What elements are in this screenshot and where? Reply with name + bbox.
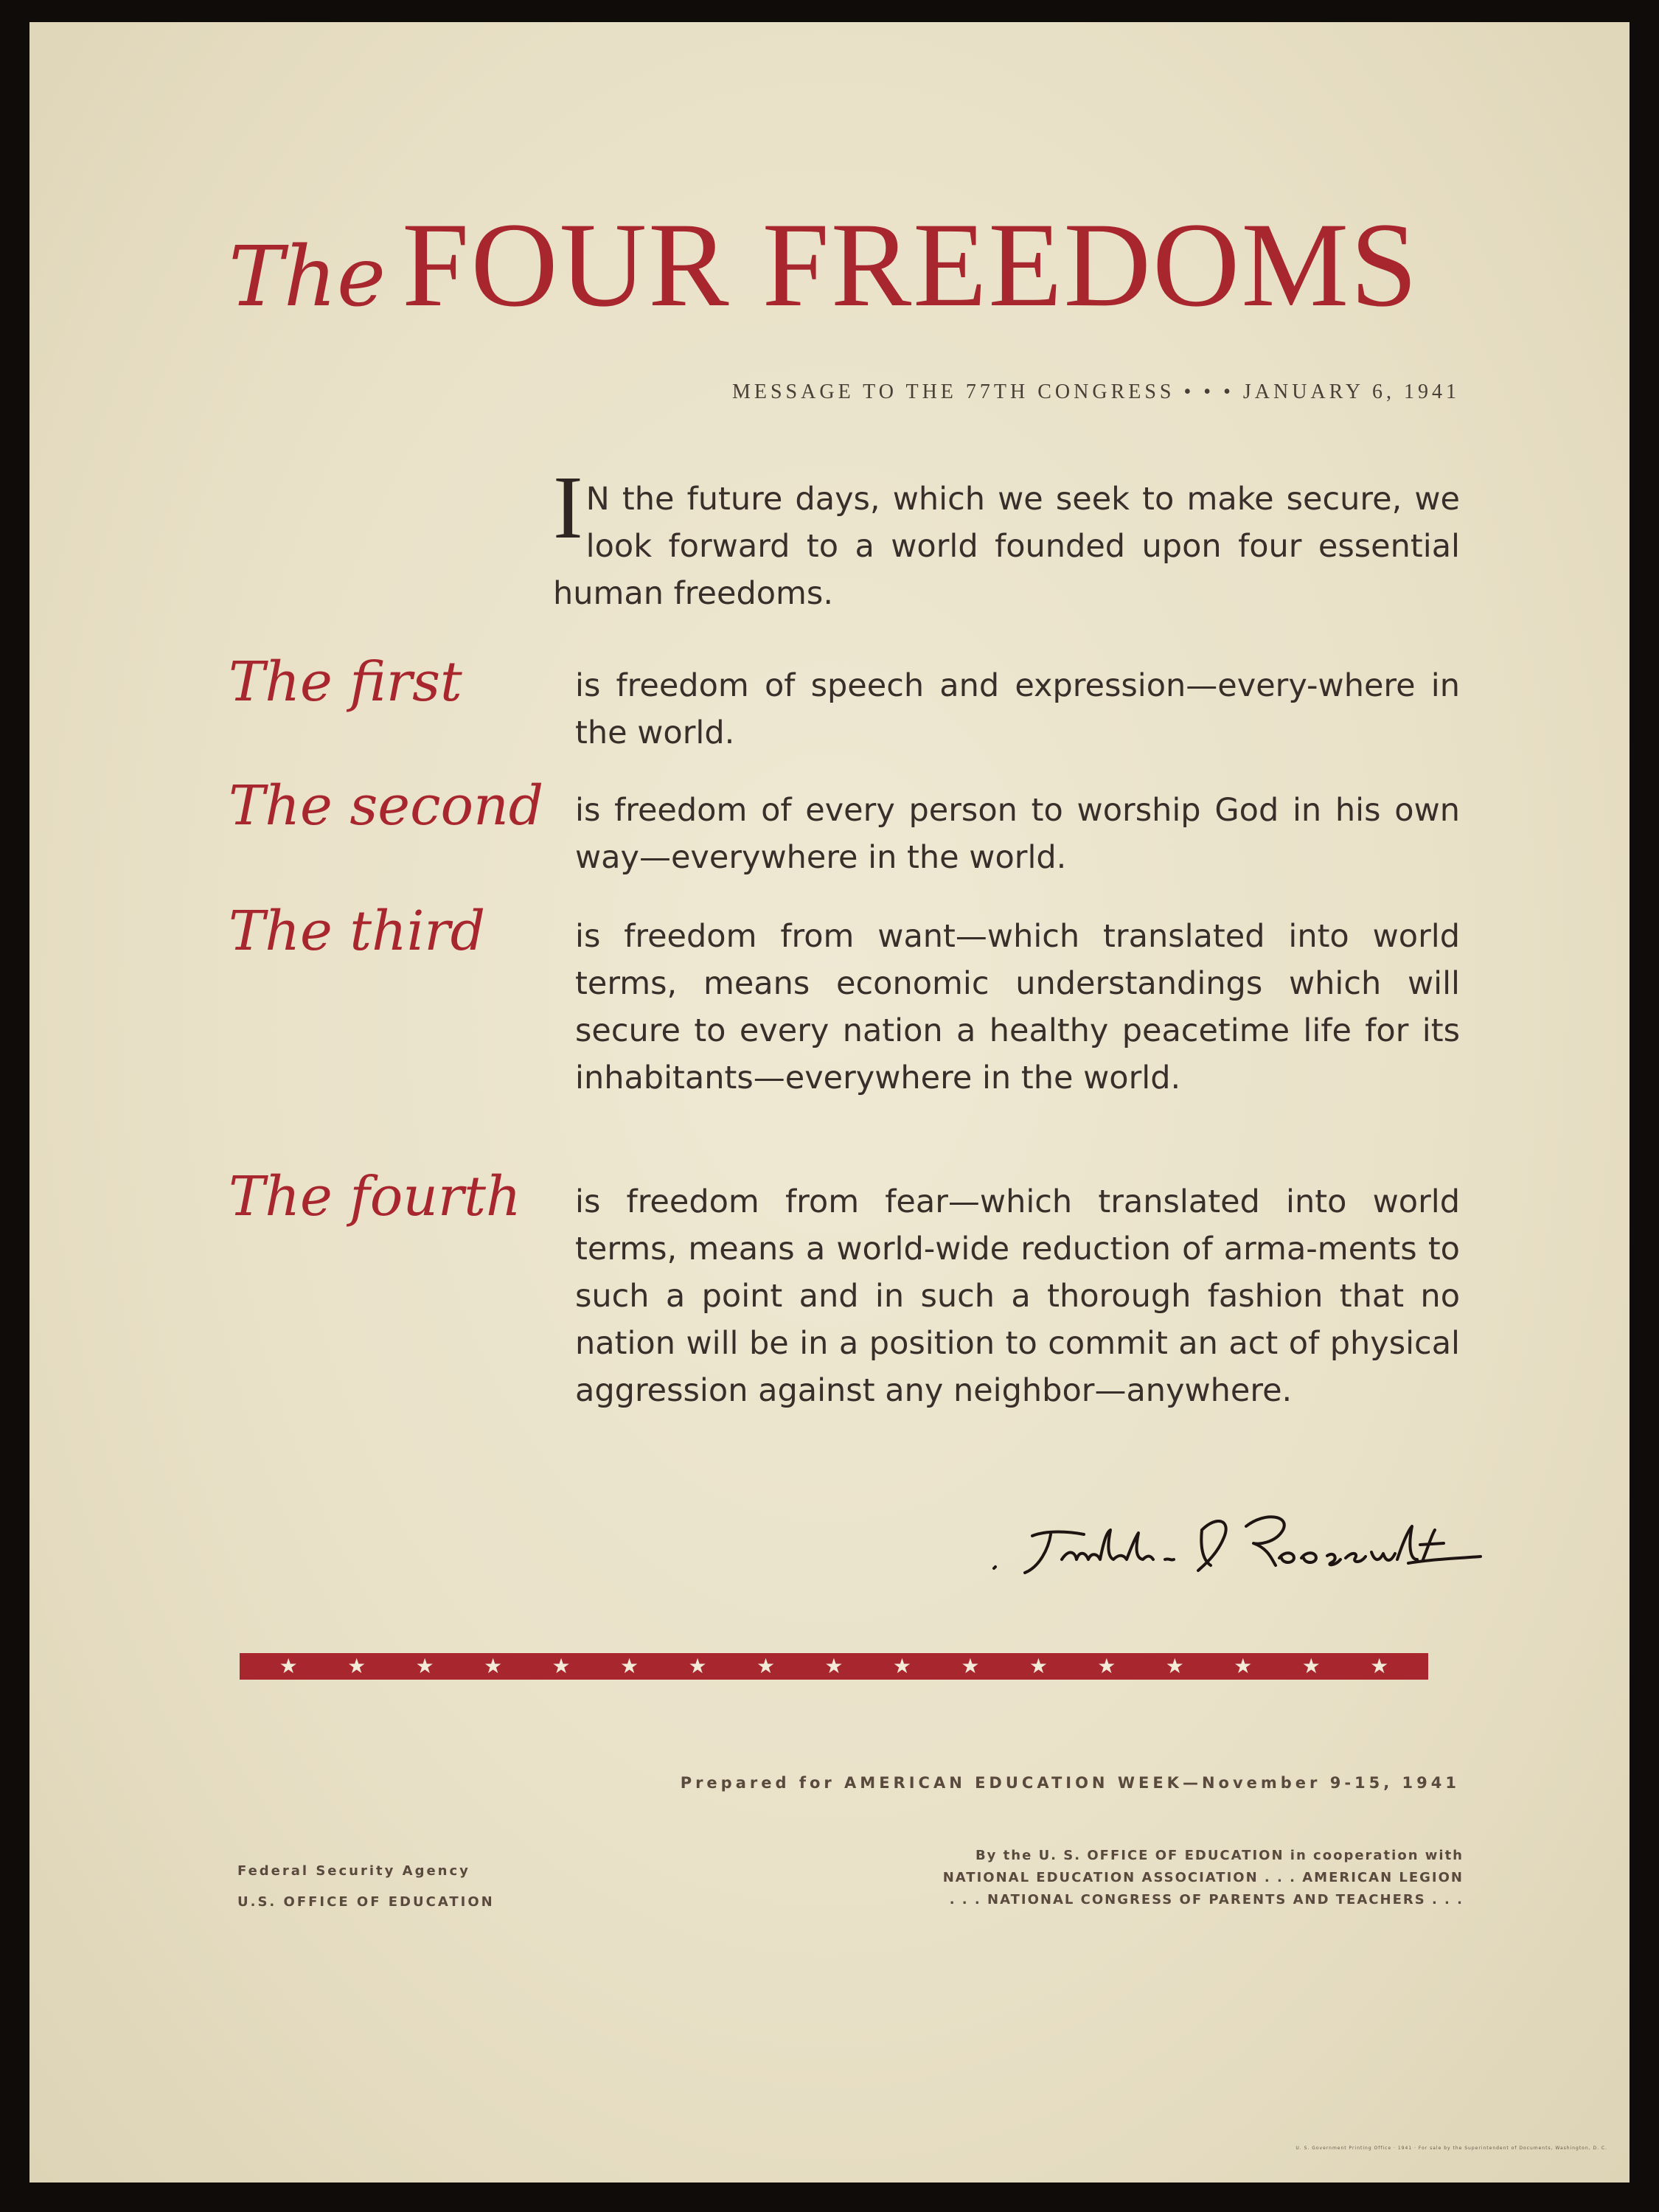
ordinal-first: The first [229,650,462,714]
star-icon: ★ [1301,1654,1321,1678]
star-icon: ★ [824,1654,844,1678]
star-icon: ★ [1234,1654,1253,1678]
office-name: U.S. OFFICE OF EDUCATION [237,1894,495,1910]
star-icon: ★ [892,1654,911,1678]
subtitle: MESSAGE TO THE 77TH CONGRESS • • • JANUARY 6, 1941 [731,380,1460,403]
four-freedoms-poster [29,22,1630,2183]
cooperation-line-3: . . . NATIONAL CONGRESS OF PARENTS AND TEACHERS . . . [949,1892,1464,1907]
intro-paragraph [553,458,1460,617]
star-icon: ★ [688,1654,707,1678]
star-icon: ★ [415,1654,434,1678]
title-prefix: The [229,229,386,325]
star-icon: ★ [347,1654,366,1678]
cooperation-line-1: By the U. S. OFFICE OF EDUCATION in cooperation with [975,1848,1464,1863]
star-icon: ★ [484,1654,503,1678]
title-main: FOUR FREEDOMS [402,198,1419,332]
star-icon: ★ [756,1654,776,1678]
star-icon: ★ [279,1654,298,1678]
star-icon: ★ [1029,1654,1048,1678]
star-icon: ★ [620,1654,639,1678]
agency-block [237,1856,495,1918]
signature-image [981,1486,1482,1596]
star-band [240,1653,1428,1680]
freedom-fourth-text: is freedom from fear—which translated into world terms, means a world-wide reduction of arma-ments to such a point and in such a thorough fashion that no nation will be in a position to commit an act of physical aggression against any neighbor—anywhere. [575,1183,1460,1409]
ordinal-fourth: The fourth [229,1165,521,1228]
freedom-third-text: is freedom from want—which translated into world terms, means economic understandings which will secure to every nation a healthy peacetime life for its inhabitants—everywhere in the world. [575,918,1460,1096]
freedom-first-text: is freedom of speech and expression—every-where in the world. [575,667,1460,751]
star-icon: ★ [1097,1654,1116,1678]
printer-fine-print: U. S. Government Printing Office · 1941 · For sale by the Superintendent of Documents, Washington, D. C. [1295,2146,1607,2151]
star-icon: ★ [1165,1654,1184,1678]
star-icon: ★ [961,1654,980,1678]
cooperation-line-2: NATIONAL EDUCATION ASSOCIATION . . . AMERICAN LEGION [942,1870,1464,1885]
agency-name: Federal Security Agency [237,1863,470,1879]
freedom-second-text: is freedom of every person to worship God in his own way—everywhere in the world. [575,792,1460,876]
ordinal-third: The third [229,900,486,963]
star-icon: ★ [1370,1654,1389,1678]
intro-text: N the future days, which we seek to make secure, we look forward to a world founded upon four essential human freedoms. [553,481,1460,612]
ordinal-second: The second [229,774,544,838]
prepared-for-line: Prepared for AMERICAN EDUCATION WEEK—November 9-15, 1941 [680,1774,1460,1792]
poster-title [229,198,1460,332]
cooperation-block [752,1845,1464,1911]
star-icon: ★ [552,1654,571,1678]
drop-cap: I [553,458,583,557]
